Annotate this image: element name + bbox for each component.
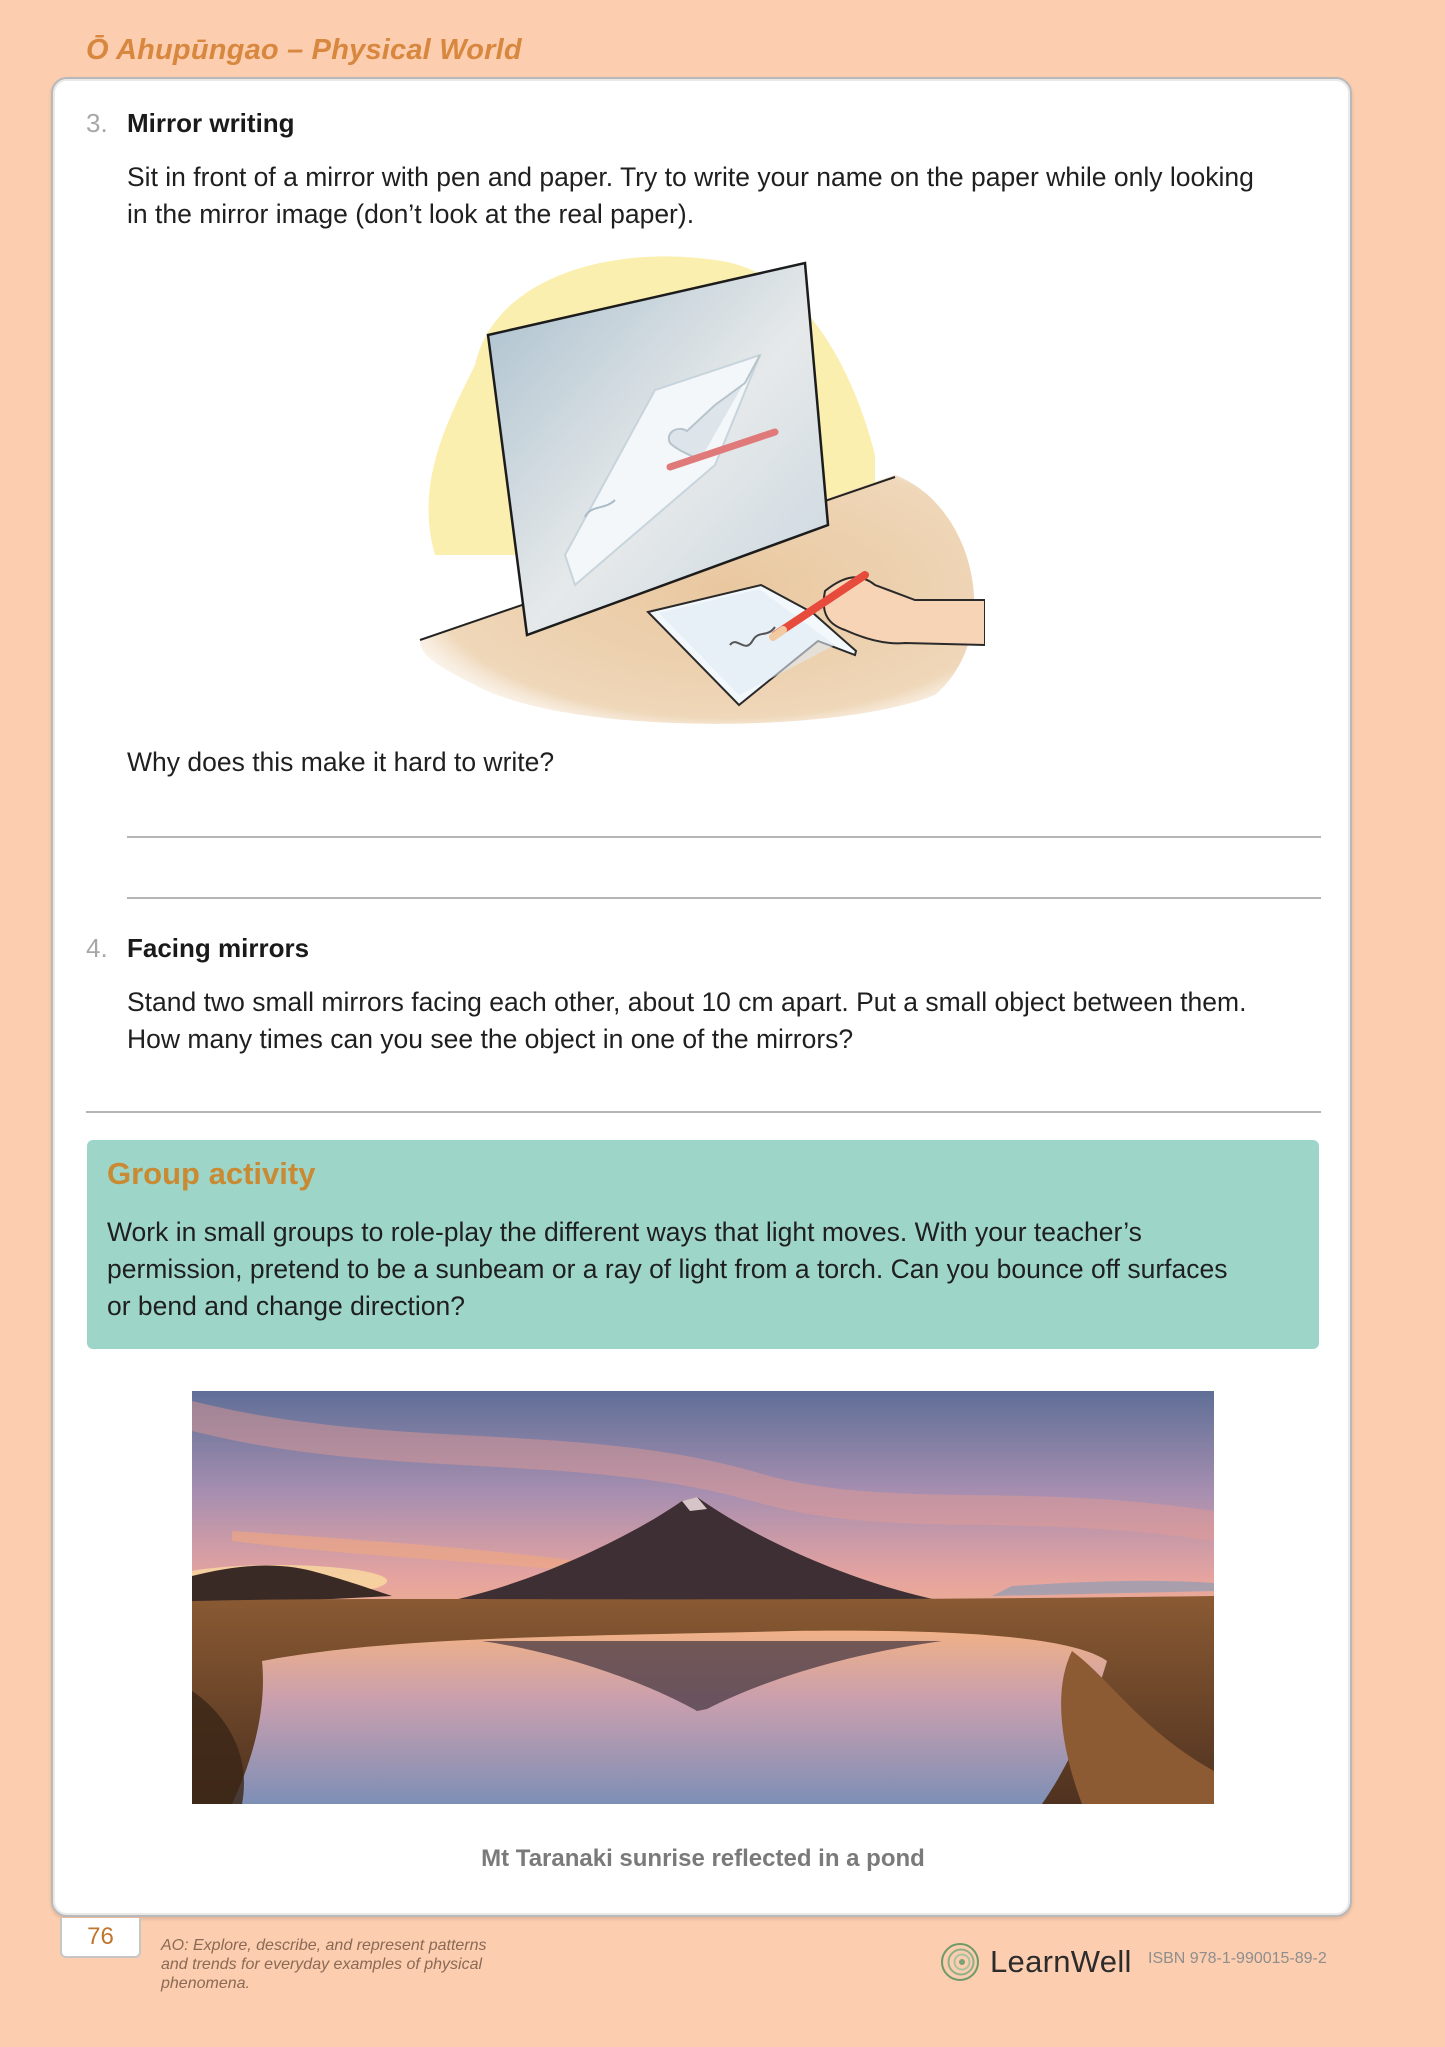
group-activity-text-line: Work in small groups to role-play the different ways that light moves. With your teacher’s (107, 1217, 1142, 1247)
page-number: 76 (60, 1918, 141, 1958)
group-activity-box (87, 1140, 1319, 1349)
group-activity-text (107, 1214, 1297, 1325)
group-activity-title: Group activity (107, 1156, 316, 1191)
question-3-title: Mirror writing (127, 108, 295, 138)
group-activity-text-line: permission, pretend to be a sunbeam or a ray of light from a torch. Can you bounce off surfaces (107, 1254, 1228, 1284)
question-4-text-line: Stand two small mirrors facing each other, about 10 cm apart. Put a small object between them. (127, 987, 1247, 1017)
answer-line[interactable] (86, 1111, 1321, 1113)
question-4-text (127, 984, 1246, 1058)
photo-caption: Mt Taranaki sunrise reflected in a pond (481, 1845, 925, 1872)
question-4-text-line: How many times can you see the object in one of the mirrors? (127, 1024, 854, 1054)
brand-name: LearnWell (990, 1944, 1132, 1979)
question-3-text (127, 159, 1254, 233)
group-activity-text-line: or bend and change direction? (107, 1291, 466, 1321)
answer-line[interactable] (127, 836, 1321, 838)
ao-line: and trends for everyday examples of physical (161, 1956, 483, 1973)
achievement-objective (161, 1936, 521, 1993)
ao-line: phenomena. (161, 1975, 250, 1992)
question-3-number: 3. (86, 108, 108, 138)
mirror-writing-illustration (415, 255, 985, 725)
question-3-prompt: Why does this make it hard to write? (127, 747, 555, 777)
question-4-number: 4. (86, 933, 108, 963)
learnwell-logo-icon (940, 1942, 980, 1982)
answer-line[interactable] (127, 897, 1321, 899)
question-4-title: Facing mirrors (127, 933, 310, 963)
mt-taranaki-photo (192, 1391, 1214, 1804)
question-3-text-line: Sit in front of a mirror with pen and paper. Try to write your name on the paper while only looking (127, 162, 1254, 192)
ao-line: AO: Explore, describe, and represent patterns (161, 1937, 487, 1954)
isbn: ISBN 978-1-990015-89-2 (1148, 1950, 1327, 1967)
book-title: Ō Ahupūngao – Physical World (86, 34, 522, 66)
question-3-text-line: in the mirror image (don’t look at the real paper). (127, 199, 695, 229)
